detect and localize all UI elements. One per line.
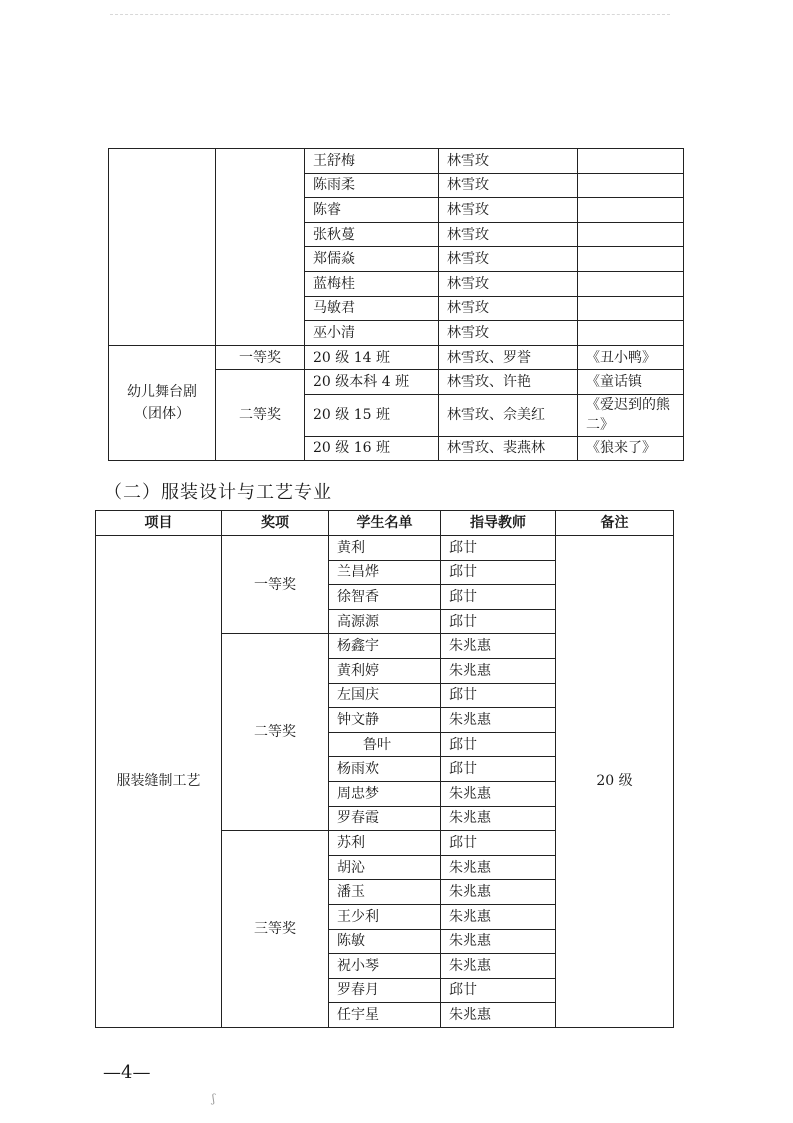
- table-row: [96, 536, 674, 561]
- student-name: 钟文静: [329, 708, 441, 733]
- award-label: 二等奖: [222, 634, 329, 831]
- student-name: 马敏君: [305, 296, 439, 321]
- header-teacher: 指导教师: [441, 511, 556, 536]
- teacher-name: 朱兆惠: [441, 954, 556, 979]
- student-name: 苏利: [329, 831, 441, 856]
- note-cell: [578, 247, 684, 272]
- teacher-name: 邱廿: [441, 560, 556, 585]
- project-cell-empty: [109, 149, 216, 346]
- student-name: 20 级 16 班: [305, 436, 439, 461]
- student-name: 黄利: [329, 536, 441, 561]
- header-row: [96, 511, 674, 536]
- student-name: 张秋蔓: [305, 222, 439, 247]
- student-name: 高源源: [329, 609, 441, 634]
- teacher-name: 林雪玫、罗誉: [439, 345, 578, 370]
- teacher-name: 林雪玫: [439, 149, 578, 174]
- student-name: 陈敏: [329, 929, 441, 954]
- performance-award-table-continued: [108, 148, 684, 461]
- teacher-name: 林雪玫: [439, 173, 578, 198]
- teacher-name: 朱兆惠: [441, 929, 556, 954]
- table-row: [109, 149, 684, 174]
- teacher-name: 朱兆惠: [441, 658, 556, 683]
- teacher-name: 邱廿: [441, 732, 556, 757]
- teacher-name: 林雪玫: [439, 222, 578, 247]
- teacher-name: 邱廿: [441, 757, 556, 782]
- project-name: 幼儿舞台剧: [127, 383, 197, 400]
- student-name: 20 级 15 班: [305, 394, 439, 436]
- student-name: 王少利: [329, 904, 441, 929]
- teacher-name: 林雪玫: [439, 296, 578, 321]
- award-cell-empty: [216, 149, 305, 346]
- teacher-name: 林雪玫: [439, 271, 578, 296]
- student-name: 罗春月: [329, 978, 441, 1003]
- teacher-name: 朱兆惠: [441, 634, 556, 659]
- project-subtitle: （团体）: [134, 405, 190, 422]
- award-label: 一等奖: [222, 536, 329, 634]
- student-name: 王舒梅: [305, 149, 439, 174]
- page-number: —4—: [103, 1062, 151, 1083]
- note-cell: [578, 296, 684, 321]
- teacher-name: 林雪玫: [439, 321, 578, 346]
- header-project: 项目: [96, 511, 222, 536]
- note-cell: 《爱迟到的熊二》: [578, 394, 684, 436]
- header-note: 备注: [556, 511, 674, 536]
- student-name: 胡沁: [329, 855, 441, 880]
- student-name: 陈雨柔: [305, 173, 439, 198]
- student-name: 潘玉: [329, 880, 441, 905]
- student-name: 郑儒焱: [305, 247, 439, 272]
- teacher-name: 林雪玫: [439, 247, 578, 272]
- student-name: 20 级 14 班: [305, 345, 439, 370]
- scan-artifact-mark: ʃ: [212, 1092, 215, 1105]
- student-name: 徐智香: [329, 585, 441, 610]
- student-name: 鲁叶: [329, 732, 441, 757]
- note-cell: [578, 173, 684, 198]
- teacher-name: 邱廿: [441, 585, 556, 610]
- note-cell: [578, 149, 684, 174]
- student-name: 陈睿: [305, 198, 439, 223]
- student-name: 任宇星: [329, 1003, 441, 1028]
- note-cell: 20 级: [556, 536, 674, 1028]
- scan-edge-line: [110, 14, 670, 15]
- award-label: 一等奖: [216, 345, 305, 370]
- project-cell: [109, 345, 216, 460]
- header-students: 学生名单: [329, 511, 441, 536]
- teacher-name: 朱兆惠: [441, 855, 556, 880]
- teacher-name: 朱兆惠: [441, 806, 556, 831]
- header-award: 奖项: [222, 511, 329, 536]
- teacher-name: 林雪玫: [439, 198, 578, 223]
- teacher-name: 朱兆惠: [441, 1003, 556, 1028]
- note-cell: 《狼来了》: [578, 436, 684, 461]
- student-name: 巫小清: [305, 321, 439, 346]
- note-cell: [578, 222, 684, 247]
- teacher-name: 朱兆惠: [441, 880, 556, 905]
- teacher-name: 朱兆惠: [441, 708, 556, 733]
- student-name: 罗春霞: [329, 806, 441, 831]
- teacher-name: 邱廿: [441, 831, 556, 856]
- student-name: 20 级本科 4 班: [305, 370, 439, 395]
- student-name: 周忠梦: [329, 781, 441, 806]
- student-name: 祝小琴: [329, 954, 441, 979]
- award-label: 三等奖: [222, 831, 329, 1028]
- note-cell: 《丑小鸭》: [578, 345, 684, 370]
- table-row: [109, 345, 684, 370]
- student-name: 杨雨欢: [329, 757, 441, 782]
- project-cell: 服装缝制工艺: [96, 536, 222, 1028]
- teacher-name: 林雪玫、佘美红: [439, 394, 578, 436]
- teacher-name: 邱廿: [441, 978, 556, 1003]
- student-name: 蓝梅桂: [305, 271, 439, 296]
- section-title: （二）服装设计与工艺专业: [104, 482, 332, 503]
- teacher-name: 朱兆惠: [441, 904, 556, 929]
- teacher-name: 林雪玫、裴燕林: [439, 436, 578, 461]
- student-name: 杨鑫宇: [329, 634, 441, 659]
- note-cell: [578, 198, 684, 223]
- student-name: 左国庆: [329, 683, 441, 708]
- note-cell: [578, 321, 684, 346]
- note-cell: [578, 271, 684, 296]
- teacher-name: 朱兆惠: [441, 781, 556, 806]
- teacher-name: 邱廿: [441, 683, 556, 708]
- student-name: 黄利婷: [329, 658, 441, 683]
- teacher-name: 林雪玫、许艳: [439, 370, 578, 395]
- teacher-name: 邱廿: [441, 536, 556, 561]
- note-cell: 《童话镇: [578, 370, 684, 395]
- student-name: 兰昌烨: [329, 560, 441, 585]
- teacher-name: 邱廿: [441, 609, 556, 634]
- award-label: 二等奖: [216, 370, 305, 461]
- fashion-award-table: [95, 510, 674, 1028]
